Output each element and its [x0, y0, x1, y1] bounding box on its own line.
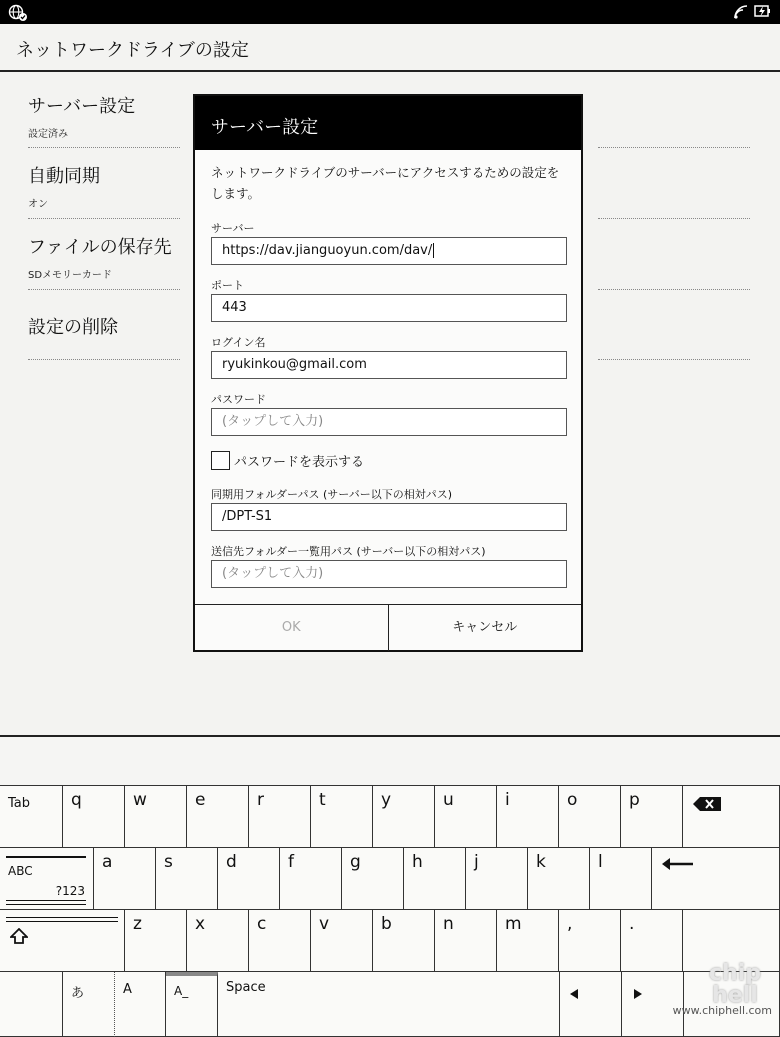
settings-item-value: 設定済み [28, 129, 68, 140]
key-label: i [505, 790, 510, 810]
key-k[interactable] [528, 848, 590, 910]
hiragana-mode-key[interactable] [63, 972, 115, 1037]
key-m[interactable] [497, 910, 559, 972]
key-label: w [133, 790, 147, 810]
dialog-header [195, 96, 581, 150]
abc-label: ABC [8, 864, 33, 878]
key-label: f [288, 852, 294, 872]
settings-item-label: 設定の削除 [28, 317, 118, 338]
key-z[interactable] [125, 910, 187, 972]
server-label: サーバー [211, 222, 255, 235]
space-key[interactable] [218, 972, 560, 1037]
key-u[interactable] [435, 786, 497, 848]
key-label: z [133, 914, 142, 934]
settings-item-label: 自動同期 [28, 166, 100, 187]
key-h[interactable] [404, 848, 466, 910]
toggle-bar [6, 856, 86, 858]
send-folder-label: 送信先フォルダー一覧用パス (サーバー以下の相対パス) [211, 545, 486, 558]
divider [598, 289, 750, 290]
arrow-left-icon [570, 984, 580, 1003]
divider [598, 147, 750, 148]
dialog-description: ネットワークドライブのサーバーにアクセスするための設定をします。 [211, 165, 560, 201]
key-label: n [443, 914, 454, 934]
send-folder-input[interactable]: (タップして入力) [211, 560, 567, 588]
key-label: Space [226, 980, 266, 995]
cursor-left-key[interactable] [560, 972, 622, 1037]
divider [598, 359, 750, 360]
key-label: l [598, 852, 603, 872]
software-keyboard [0, 786, 780, 1037]
key-y[interactable] [373, 786, 435, 848]
show-password-row[interactable] [211, 451, 364, 470]
server-input[interactable] [211, 237, 567, 265]
key-label: r [257, 790, 264, 810]
backspace-icon [693, 796, 721, 815]
show-password-label: パスワードを表示する [234, 455, 365, 470]
key-p[interactable] [621, 786, 683, 848]
sync-folder-input[interactable]: /DPT-S1 [211, 503, 567, 531]
cancel-button[interactable]: キャンセル [452, 620, 518, 635]
key-label: p [629, 790, 640, 810]
key-l[interactable] [590, 848, 652, 910]
key-b[interactable] [373, 910, 435, 972]
key-label: g [350, 852, 361, 872]
key-x[interactable] [187, 910, 249, 972]
watermark-url: www.chiphell.com [672, 1004, 772, 1017]
num-label: ?123 [55, 884, 85, 898]
key-label: k [536, 852, 546, 872]
settings-item-server[interactable] [28, 92, 180, 140]
key-label: x [195, 914, 206, 934]
key-label: A_ [174, 984, 189, 998]
settings-item-save-location[interactable] [28, 233, 180, 281]
key-label: e [195, 790, 206, 810]
key-label: d [226, 852, 237, 872]
candidate-strip [0, 737, 780, 786]
toggle-underline [6, 900, 86, 905]
backspace-key[interactable] [683, 786, 780, 848]
key-c[interactable] [249, 910, 311, 972]
key-q[interactable] [63, 786, 125, 848]
key-label: あ [71, 986, 85, 1001]
fullwidth-a-key[interactable] [115, 972, 166, 1037]
key-r[interactable] [249, 786, 311, 848]
port-input[interactable]: 443 [211, 294, 567, 322]
watermark-logo: chip hell [709, 961, 761, 1008]
server-value: https://dav.jianguoyun.com/dav/ [222, 243, 433, 258]
text-cursor [433, 243, 434, 258]
key-t[interactable] [311, 786, 373, 848]
shift-bar [6, 917, 118, 922]
settings-item-value: SDメモリーカード [28, 270, 112, 281]
key-label: . [629, 914, 635, 934]
app-header [0, 24, 780, 72]
enter-key[interactable] [652, 848, 780, 910]
server-settings-dialog [193, 94, 583, 652]
dialog-title: サーバー設定 [211, 117, 319, 138]
page-title: ネットワークドライブの設定 [16, 40, 249, 61]
settings-item-label: サーバー設定 [28, 96, 136, 117]
key-label: m [505, 914, 522, 934]
settings-item-label: ファイルの保存先 [28, 237, 172, 258]
password-label: パスワード [211, 393, 266, 406]
key-o[interactable] [559, 786, 621, 848]
key-period[interactable] [621, 910, 683, 972]
dialog-buttons [195, 604, 581, 651]
settings-item-value: オン [28, 199, 48, 210]
empty-key [0, 972, 63, 1037]
enter-icon [660, 856, 694, 876]
sync-folder-label: 同期用フォルダーパス (サーバー以下の相対パス) [211, 488, 452, 501]
key-label: A [123, 982, 132, 997]
key-label: j [474, 852, 479, 872]
key-label: c [257, 914, 267, 934]
key-label: o [567, 790, 578, 810]
key-w[interactable] [125, 786, 187, 848]
key-n[interactable] [435, 910, 497, 972]
key-i[interactable] [497, 786, 559, 848]
divider [598, 218, 750, 219]
ok-button[interactable]: OK [195, 605, 389, 651]
key-label: u [443, 790, 454, 810]
shift-key[interactable] [0, 910, 125, 972]
key-label: q [71, 790, 82, 810]
shift-icon [10, 928, 28, 948]
status-bar [0, 0, 780, 24]
key-label: b [381, 914, 392, 934]
key-j[interactable] [466, 848, 528, 910]
key-label: , [567, 914, 573, 934]
tab-key[interactable] [0, 786, 63, 848]
key-label: s [164, 852, 173, 872]
wifi-icon [734, 4, 748, 23]
port-label: ポート [211, 279, 244, 292]
abc-num-toggle-key[interactable] [0, 848, 94, 910]
key-label: Tab [8, 796, 31, 811]
login-label: ログイン名 [211, 336, 266, 349]
key-label: t [319, 790, 326, 810]
key-e[interactable] [187, 786, 249, 848]
arrow-right-icon [632, 984, 642, 1003]
key-s[interactable] [156, 848, 218, 910]
password-input[interactable]: (タップして入力) [211, 408, 567, 436]
settings-item-auto-sync[interactable] [28, 162, 180, 210]
settings-item-delete[interactable] [28, 313, 180, 339]
key-d[interactable] [218, 848, 280, 910]
divider [28, 359, 180, 360]
halfwidth-a-key[interactable] [166, 972, 218, 1037]
key-label: h [412, 852, 423, 872]
key-f[interactable] [280, 848, 342, 910]
login-input[interactable]: ryukinkou@gmail.com [211, 351, 567, 379]
show-password-checkbox[interactable] [211, 451, 230, 470]
key-a[interactable] [94, 848, 156, 910]
key-label: v [319, 914, 330, 934]
battery-charging-icon [754, 3, 772, 23]
key-v[interactable] [311, 910, 373, 972]
divider [28, 289, 180, 290]
network-globe-icon [8, 4, 28, 26]
divider [28, 218, 180, 219]
key-comma[interactable] [559, 910, 621, 972]
key-g[interactable] [342, 848, 404, 910]
key-label: y [381, 790, 392, 810]
key-label: a [102, 852, 113, 872]
divider [28, 147, 180, 148]
